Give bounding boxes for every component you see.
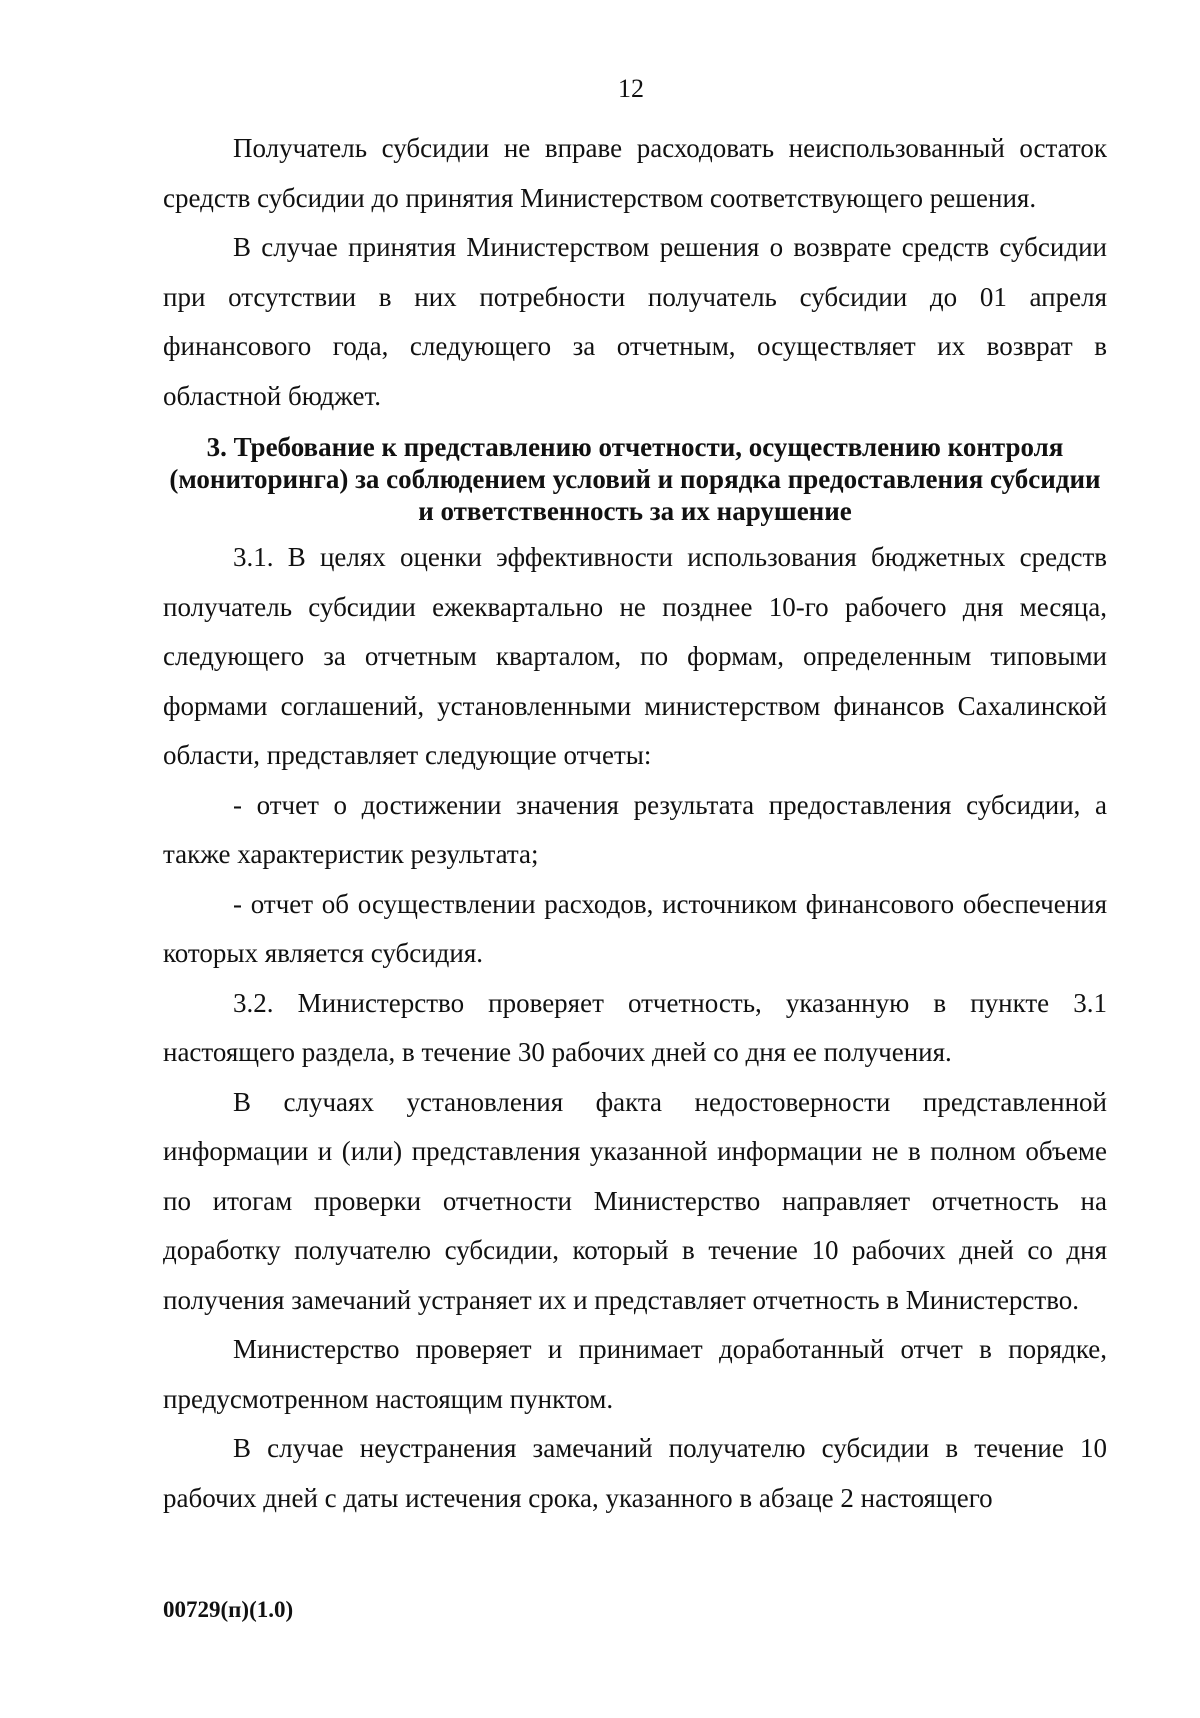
page-number: 12 — [618, 74, 644, 103]
paragraph: В случае принятия Министерством решения о возврате средств субсидии при отсутствии в них потребности получатель субсидии до 01 апреля финансового года, следующего за отчетным, осуществляет их возврат в областной бюджет. — [163, 232, 1107, 411]
paragraph: В случае неустранения замечаний получателю субсидии в течение 10 рабочих дней с даты истечения срока, указанного в абзаце 2 настоящего — [163, 1433, 1107, 1513]
document-body — [163, 124, 1107, 1523]
paragraph: В случаях установления факта недостоверности представленной информации и (или) представления указанной информации не в полном объеме по итогам проверки отчетности Министерство направляет отчетность на доработку получателю субсидии, который в течение 10 рабочих дней со дня получения замечаний устраняет их и представляет отчетность в Министерство. — [163, 1086, 1107, 1315]
paragraph: Получатель субсидии не вправе расходовать неиспользованный остаток средств субсидии до принятия Министерством соответствующего решения. — [163, 133, 1107, 213]
paragraph: - отчет об осуществлении расходов, источником финансового обеспечения которых является субсидия. — [163, 888, 1107, 968]
paragraph: 3.2. Министерство проверяет отчетность, указанную в пункте 3.1 настоящего раздела, в течение 30 рабочих дней со дня ее получения. — [163, 987, 1107, 1067]
paragraph: Министерство проверяет и принимает доработанный отчет в порядке, предусмотренном настоящим пунктом. — [163, 1334, 1107, 1414]
document-code: 00729(п)(1.0) — [163, 1597, 294, 1622]
paragraph: 3.1. В целях оценки эффективности использования бюджетных средств получатель субсидии ежеквартально не позднее 10-го рабочего дня месяца, следующего за отчетным кварталом, по формам, определенным типовыми формами соглашений, установленными министерством финансов Сахалинской области, представляет следующие отчеты: — [163, 542, 1107, 770]
section-heading: 3. Требование к представлению отчетности, осуществлению контроля (мониторинга) за соблюдением условий и порядка предоставления субсидии и ответственность за их нарушение — [169, 432, 1101, 526]
paragraph: - отчет о достижении значения результата предоставления субсидии, а также характеристик результата; — [163, 789, 1107, 869]
